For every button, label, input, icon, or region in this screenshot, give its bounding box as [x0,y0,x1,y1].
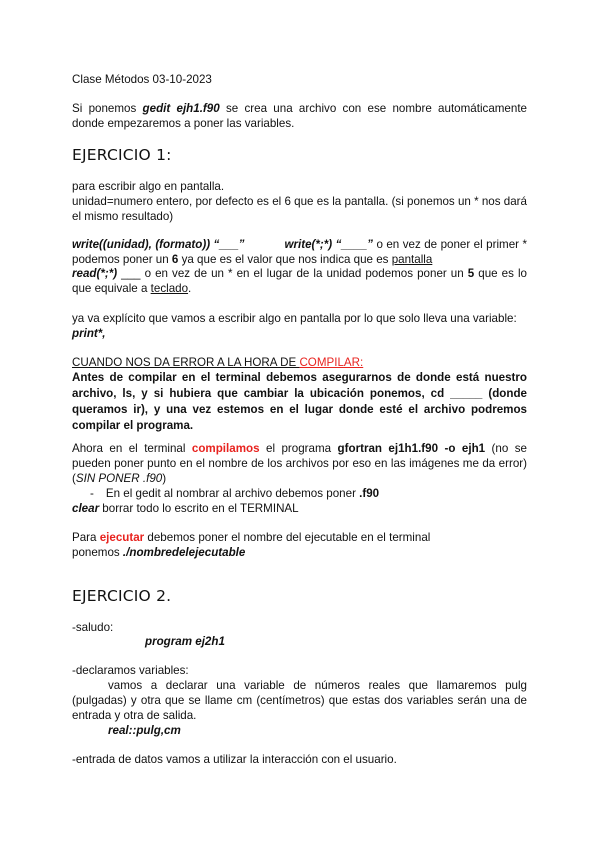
read-tail: o en vez de un * en el lugar de la unidad podemos poner un [140,267,468,280]
clear-line [72,501,527,516]
execute-command-line [72,545,527,560]
exec-line2-pre: ponemos [72,546,123,559]
execute-line [72,530,527,545]
compile-error-title-red: COMPILAR: [299,356,364,369]
compile-paragraph [72,441,527,486]
read-period: . [188,282,192,295]
sin-poner-note: SIN PONER .f90 [75,472,163,485]
entrada-line: -entrada de datos vamos a utilizar la interacción con el usuario. [72,753,397,766]
print-command: print*, [72,327,106,340]
document-date-line: Clase Métodos 03-10-2023 [72,73,212,86]
saludo-label: -saludo: [72,621,114,634]
six-value: 6 [171,253,179,266]
compilamos-word: compilamos [191,442,260,455]
intro-pre: Si ponemos [72,102,143,115]
write-syntax: write((unidad), (formato)) “___” [72,238,245,251]
intro-paragraph [72,101,527,131]
write-tail: o en vez de poner el primer * podemos poner un [72,238,527,266]
exec-pre: Para [72,531,100,544]
declare-body: vamos a declarar una variable de números reales que llamaremos pulg (pulgadas) y otra que se llame cm (centímetros) que estas dos variables serán una de entrada y otra de salida. [72,679,527,722]
write-syntax-paragraph [72,237,527,267]
executable-command: ./nombredelejecutable [122,546,246,559]
compile-mid: el programa [259,442,338,455]
read-tail2: que es lo que equivale a [72,267,527,295]
real-declaration: real::pulg,cm [108,724,181,737]
compile-error-title [72,355,527,370]
bullet-text: En el gedit al nombrar al archivo debemos poner [105,487,360,500]
ej1-line-pantalla: para escribir algo en pantalla. [72,180,225,193]
ej1-unidad-explanation: unidad=numero entero, por defecto es el 6 que es la pantalla. (si ponemos un * nos dará el mismo resultado) [72,195,527,223]
ejercicio-2-heading: EJERCICIO 2. [72,587,172,605]
compile-end: ) [162,472,167,485]
write-tail2: ya que es el valor que nos indica que es [178,253,392,266]
bullet-gedit-f90 [90,486,545,501]
ejecutar-word: ejecutar [99,531,145,544]
bullet-f90: .f90 [359,487,380,500]
exec-post: debemos poner el nombre del ejecutable en el terminal [144,531,431,544]
intro-post: se crea una archivo con ese nombre automáticamente donde empezaremos a poner las variables. [72,102,527,130]
gfortran-command: gfortran ej1h1.f90 -o ejh1 [337,442,486,455]
compile-post: (no se pueden poner punto en el nombre de los archivos por eso en las imágenes me da error) ( [72,442,528,485]
teclado-word: teclado [150,282,189,295]
read-syntax: read(*;*) [72,267,118,280]
compile-error-title-text: CUANDO NOS DA ERROR A LA HORA DE [72,356,300,369]
pantalla-word: pantalla [391,253,433,266]
program-command: program ej2h1 [145,635,225,648]
print-explanation: ya va explícito que vamos a escribir algo en pantalla por lo que solo lleva una variable: [72,312,517,325]
gedit-command: gedit ejh1.f90 [142,102,220,115]
read-syntax-paragraph [72,266,527,296]
write-star-syntax: write(*;*) “____” [284,238,373,251]
compile-pre: Ahora en el terminal [72,442,192,455]
read-blank: ___ [117,267,141,280]
clear-text: borrar todo lo escrito en el TERMINAL [99,502,299,515]
ejercicio-1-heading: EJERCICIO 1: [72,146,172,164]
declare-label: -declaramos variables: [72,664,189,677]
bullet-dash: - [90,487,94,500]
five-value: 5 [467,267,475,280]
compile-error-body: Antes de compilar en el terminal debemos asegurarnos de donde está nuestro archivo, ls, y si hubiera que cambiar la ubicación ponemos, cd _____ (donde queramos ir), y una vez estemos en el lugar donde esté el archivo podremos compilar el programa. [72,371,527,432]
clear-command: clear [72,502,100,515]
